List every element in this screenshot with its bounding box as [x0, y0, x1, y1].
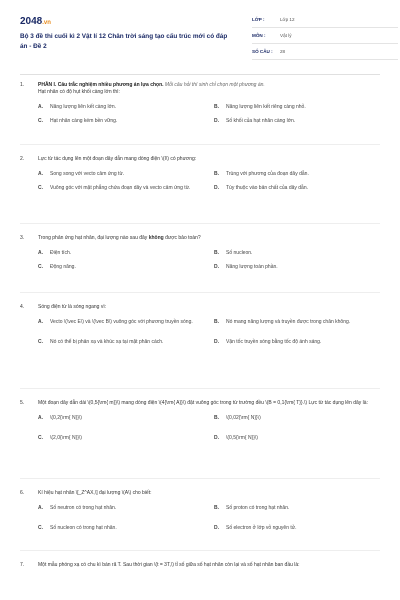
option-text: Nó mang năng lượng và truyền được trong chân không. — [226, 318, 351, 325]
option-letter: B. — [214, 249, 219, 256]
logo-suffix: .vn — [42, 20, 51, 26]
question-7 — [20, 562, 380, 575]
question-number: 6. — [20, 490, 25, 496]
option-a[interactable] — [38, 248, 204, 258]
option-letter: B. — [214, 103, 219, 110]
logo-main: 2048 — [20, 16, 43, 27]
meta-class-value: Lớp 12 — [280, 17, 295, 22]
question-number: 1. — [20, 82, 25, 88]
option-b[interactable] — [214, 169, 380, 179]
stem-emphasis: không — [148, 235, 164, 241]
option-b[interactable] — [214, 317, 380, 327]
exam-meta — [252, 12, 398, 60]
option-letter: A. — [38, 504, 43, 511]
part-heading: PHẦN I. Câu trắc nghiệm nhiều phương án lựa chọn. — [38, 82, 164, 88]
options — [38, 248, 380, 272]
option-text: \(2,0{\rm{ N}}\) — [50, 434, 82, 441]
option-letter: C. — [38, 524, 43, 531]
part-note: Mỗi câu hỏi thí sinh chỉ chọn một phương án. — [164, 82, 265, 88]
option-text: \(0,5{\rm{ N}}\) — [226, 434, 258, 441]
option-text: Nó có thể bị phản xạ và khúc xạ tại mặt phân cách. — [50, 338, 164, 345]
question-1 — [20, 82, 380, 145]
option-text: Năng lượng liên kết càng lớn. — [50, 103, 117, 110]
option-a[interactable] — [38, 317, 204, 327]
option-b[interactable] — [214, 102, 380, 112]
option-letter: A. — [38, 170, 43, 177]
option-letter: A. — [38, 103, 43, 110]
question-number: 7. — [20, 562, 25, 568]
exam-title: Bộ 3 đề thi cuối kì 2 Vật lí 12 Chân trời sáng tạo cấu trúc mới có đáp án - Đề 2 — [20, 33, 228, 50]
meta-subject — [252, 28, 398, 44]
option-text: Số neutron có trong hạt nhân. — [50, 504, 117, 511]
question-stem: Lực từ tác dụng lên một đoạn dây dẫn mang dòng điện \(I\) có phương: — [38, 156, 197, 162]
option-a[interactable] — [38, 413, 204, 423]
option-letter: B. — [214, 504, 219, 511]
question-number: 5. — [20, 400, 25, 406]
meta-count-value: 28 — [280, 49, 286, 54]
option-d[interactable] — [214, 183, 380, 193]
option-letter: B. — [214, 414, 219, 421]
question-stem: Hạt nhân có độ hụt khối càng lớn thì: — [38, 89, 120, 96]
options — [38, 413, 380, 443]
options — [38, 317, 380, 347]
option-c[interactable] — [38, 433, 204, 443]
meta-count-label: SỐ CÂU : — [252, 49, 273, 54]
option-letter: C. — [38, 117, 43, 124]
option-a[interactable] — [38, 102, 204, 112]
site-logo[interactable] — [20, 16, 51, 27]
option-c[interactable] — [38, 337, 204, 347]
question-3 — [20, 235, 380, 293]
options — [38, 102, 380, 126]
option-letter: A. — [38, 318, 43, 325]
options — [38, 503, 380, 533]
option-letter: B. — [214, 318, 219, 325]
question-number: 3. — [20, 235, 25, 241]
option-letter: C. — [38, 263, 43, 270]
option-text: Vuông góc với mặt phẳng chứa đoạn dây và vecto cảm ứng từ. — [50, 184, 191, 191]
option-letter: D. — [214, 434, 219, 441]
option-letter: D. — [214, 263, 219, 270]
meta-subject-value: Vật lý — [280, 33, 292, 38]
option-a[interactable] — [38, 169, 204, 179]
option-text: Số nucleon. — [226, 249, 253, 256]
option-c[interactable] — [38, 523, 204, 533]
option-text: \(0,2{\rm{ N}}\) — [50, 414, 82, 421]
question-stem: Kí hiệu hạt nhân \[_Z^AX,\] đại lượng \(A\) cho biết: — [38, 490, 152, 496]
option-b[interactable] — [214, 413, 380, 423]
option-text: Số khối của hạt nhân càng lớn. — [226, 117, 296, 124]
question-number: 2. — [20, 156, 25, 162]
question-2 — [20, 156, 380, 224]
option-letter: D. — [214, 117, 219, 124]
option-letter: B. — [214, 170, 219, 177]
question-stem: Sóng điện từ là sóng ngang vì: — [38, 304, 107, 310]
option-letter: D. — [214, 524, 219, 531]
stem-part: được bảo toàn? — [163, 235, 201, 241]
option-letter: C. — [38, 434, 43, 441]
option-letter: D. — [214, 338, 219, 345]
option-b[interactable] — [214, 248, 380, 258]
option-letter: C. — [38, 184, 43, 191]
meta-count — [252, 44, 398, 60]
question-5 — [20, 400, 380, 479]
option-text: Vecto \(\vec E\) và \(\vec B\) vuông góc với phương truyền sóng. — [50, 318, 193, 325]
meta-subject-label: MÔN : — [252, 33, 266, 38]
question-stem: Một đoạn dây dẫn dài \(0,5{\rm{ m}}\) mang dòng điện \(4{\rm{ A}}\) đặt vuông góc trong từ trường đều \(B = 0,1{\rm{ T}}.\) Lực từ tác dụng lên dây là: — [38, 400, 368, 406]
option-d[interactable] — [214, 433, 380, 443]
question-4 — [20, 304, 380, 389]
options — [38, 169, 380, 193]
option-text: Tùy thuộc vào bản chất của dây dẫn. — [226, 184, 308, 191]
option-d[interactable] — [214, 262, 380, 272]
option-text: Số electron ở lớp vỏ nguyên tử. — [226, 524, 297, 531]
option-letter: A. — [38, 414, 43, 421]
question-text — [38, 82, 380, 96]
question-list — [20, 80, 380, 575]
header-divider — [20, 74, 380, 75]
option-letter: A. — [38, 249, 43, 256]
option-letter: D. — [214, 184, 219, 191]
option-text: Số nucleon có trong hạt nhân. — [50, 524, 117, 531]
option-d[interactable] — [214, 116, 380, 126]
option-text: Năng lượng liên kết riêng càng nhỏ. — [226, 103, 306, 110]
question-6 — [20, 490, 380, 551]
option-c[interactable] — [38, 183, 204, 193]
option-a[interactable] — [38, 503, 204, 513]
option-text: Hạt nhân càng kém bền vững. — [50, 117, 118, 124]
option-text: Số proton có trong hạt nhân. — [226, 504, 290, 511]
question-stem: Một mẫu phóng xạ có chu kì bán rã T. Sau thời gian \(t = 3T,\) tỉ số giữa số hạt nhân còn lại và số hạt nhân ban đầu là: — [38, 562, 300, 568]
question-stem — [38, 235, 380, 242]
option-text: Động năng. — [50, 263, 76, 270]
stem-part: Trong phản ứng hạt nhân, đại lượng nào sau đây — [38, 235, 149, 241]
option-text: Song song với vecto cảm ứng từ. — [50, 170, 125, 177]
meta-class-label: LỚP : — [252, 17, 265, 22]
option-letter: C. — [38, 338, 43, 345]
exam-header — [20, 12, 380, 70]
option-text: Trùng với phương của đoạn dây dẫn. — [226, 170, 309, 177]
option-text: Vận tốc truyền sóng bằng tốc độ ánh sáng. — [226, 338, 322, 345]
option-b[interactable] — [214, 503, 380, 513]
meta-class — [252, 12, 398, 28]
option-d[interactable] — [214, 337, 380, 347]
option-d[interactable] — [214, 523, 380, 533]
option-text: Điện tích. — [50, 249, 72, 256]
option-c[interactable] — [38, 262, 204, 272]
question-number: 4. — [20, 304, 25, 310]
option-text: \(0,02{\rm{ N}}\) — [226, 414, 261, 421]
option-text: Năng lượng toàn phần. — [226, 263, 278, 270]
option-c[interactable] — [38, 116, 204, 126]
